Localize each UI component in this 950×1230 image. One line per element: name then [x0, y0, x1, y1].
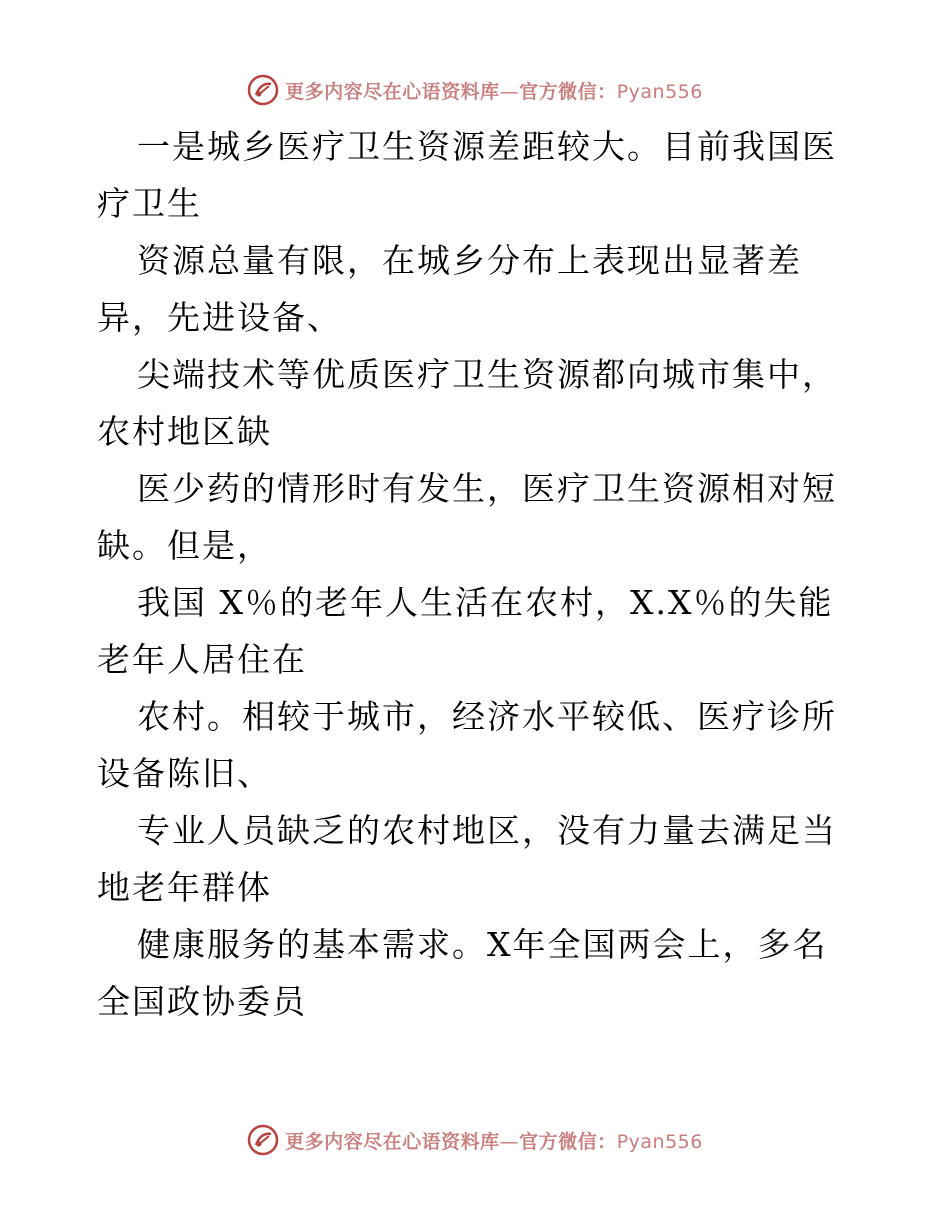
watermark-dash: — [499, 1130, 520, 1153]
paragraph: 健康服务的基本需求。X年全国两会上，多名全国政协委员 [97, 925, 828, 1021]
paragraph: 专业人员缺乏的农村地区，没有力量去满足当地老年群体 [97, 811, 837, 907]
watermark-site-name: 更多内容尽在心语资料库 [285, 1130, 500, 1153]
watermark-footer [0, 1120, 950, 1160]
watermark-dash: — [499, 80, 520, 103]
watermark-wechat-id: Pyan556 [616, 1130, 703, 1153]
document-body [97, 118, 857, 1030]
watermark-site-name: 更多内容尽在心语资料库 [285, 80, 500, 103]
paragraph: 医少药的情形时有发生，医疗卫生资源相对短缺。但是， [97, 469, 837, 565]
watermark-text [285, 1127, 703, 1154]
paragraph: 一是城乡医疗卫生资源差距较大。目前我国医疗卫生 [97, 127, 837, 223]
brand-logo-icon [247, 74, 279, 106]
watermark-wechat-label: 官方微信： [519, 1130, 617, 1153]
brand-logo-icon [247, 1124, 279, 1156]
paragraph: 尖端技术等优质医疗卫生资源都向城市集中，农村地区缺 [97, 355, 837, 451]
paragraph: 农村。相较于城市，经济水平较低、医疗诊所设备陈旧、 [97, 697, 837, 793]
watermark-header [0, 70, 950, 110]
watermark-wechat-label: 官方微信： [519, 80, 617, 103]
watermark-text [285, 77, 703, 104]
watermark-wechat-id: Pyan556 [616, 80, 703, 103]
paragraph: 我国 X％的老年人生活在农村，X.X％的失能老年人居住在 [97, 583, 834, 679]
paragraph: 资源总量有限，在城乡分布上表现出显著差异，先进设备、 [97, 241, 802, 337]
